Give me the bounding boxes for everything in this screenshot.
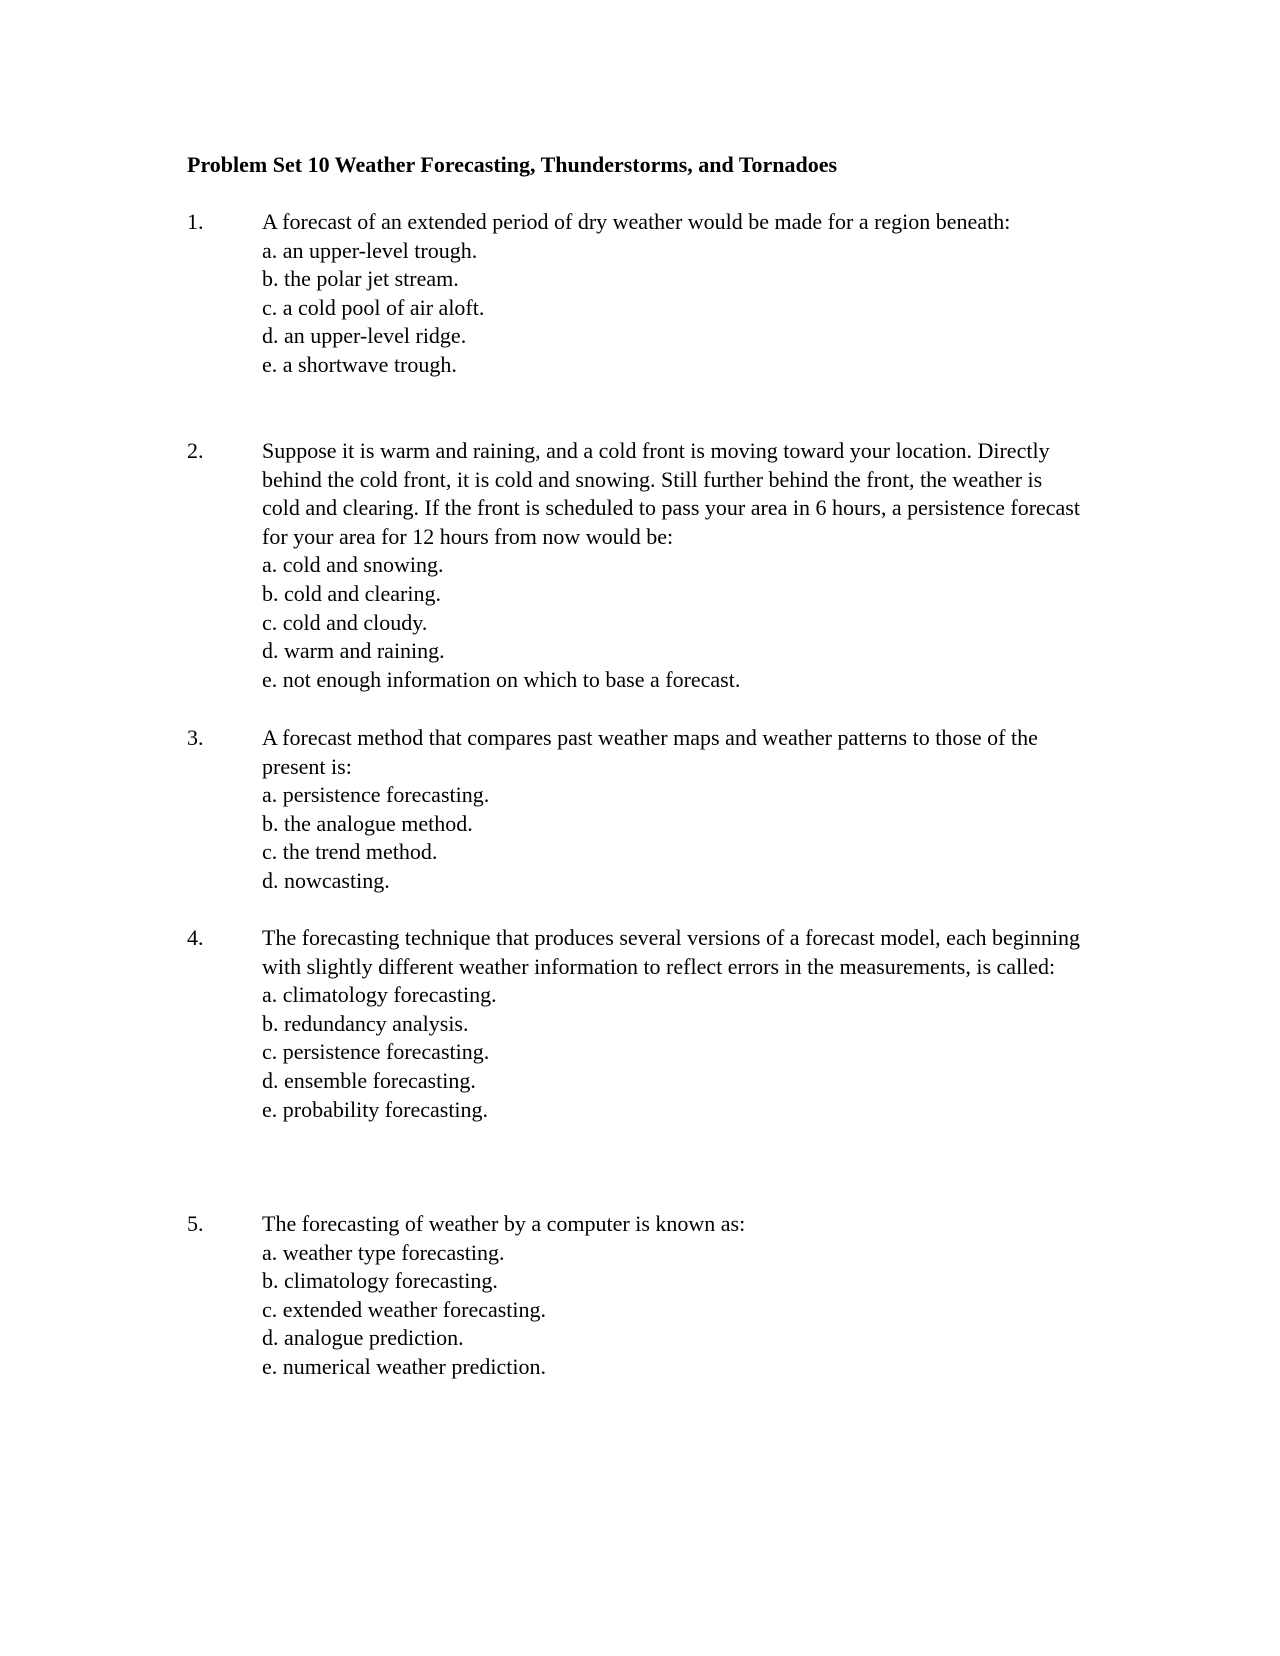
question-number: 1. (187, 209, 204, 234)
question-body (262, 208, 1082, 380)
answer-option-b: b. climatology forecasting. (262, 1268, 498, 1294)
question-2 (187, 437, 1087, 694)
page-title: Problem Set 10 Weather Forecasting, Thunderstorms, and Tornadoes (187, 152, 838, 177)
question-stem: A forecast of an extended period of dry weather would be made for a region beneath: (262, 209, 1011, 234)
answer-option-e: e. not enough information on which to base a forecast. (262, 666, 741, 692)
question-1 (187, 208, 1087, 380)
answer-option-a: a. cold and snowing. (262, 552, 444, 578)
question-number: 5. (187, 1211, 204, 1236)
question-stem: Suppose it is warm and raining, and a cold front is moving toward your location. Directly behind the cold front, it is cold and snowing. Still further behind the front, the weather is cold and clearing. If the front is scheduled to pass your area in 6 hours, a persistence forecast for your area for 12 hours from now would be: (262, 438, 1080, 549)
question-stem: The forecasting of weather by a computer is known as: (262, 1211, 746, 1236)
question-body (262, 924, 1082, 1124)
question-body (262, 437, 1082, 694)
answer-option-e: e. a shortwave trough. (262, 351, 457, 377)
answer-option-a: a. climatology forecasting. (262, 982, 497, 1008)
answer-option-d: d. warm and raining. (262, 638, 445, 664)
answer-option-a: a. persistence forecasting. (262, 782, 490, 808)
answer-option-a: a. an upper-level trough. (262, 237, 478, 263)
answer-option-a: a. weather type forecasting. (262, 1239, 505, 1265)
question-4 (187, 924, 1087, 1124)
answer-option-b: b. the polar jet stream. (262, 266, 459, 292)
answer-option-e: e. numerical weather prediction. (262, 1353, 547, 1379)
answer-option-b: b. cold and clearing. (262, 580, 441, 606)
answer-option-b: b. the analogue method. (262, 810, 473, 836)
question-body (262, 724, 1082, 896)
question-number: 2. (187, 438, 204, 463)
answer-option-c: c. a cold pool of air aloft. (262, 294, 485, 320)
answer-option-d: d. ensemble forecasting. (262, 1067, 476, 1093)
answer-option-e: e. probability forecasting. (262, 1096, 489, 1122)
answer-option-c: c. persistence forecasting. (262, 1039, 490, 1065)
question-5 (187, 1210, 1087, 1382)
question-number: 4. (187, 925, 204, 950)
answer-option-d: d. nowcasting. (262, 867, 390, 893)
answer-option-b: b. redundancy analysis. (262, 1010, 469, 1036)
answer-option-c: c. the trend method. (262, 839, 438, 865)
question-body (262, 1210, 1082, 1382)
answer-option-d: d. analogue prediction. (262, 1325, 464, 1351)
question-stem: The forecasting technique that produces several versions of a forecast model, each beginning with slightly different weather information to reflect errors in the measurements, is called: (262, 925, 1080, 979)
answer-option-d: d. an upper-level ridge. (262, 323, 467, 349)
question-3 (187, 724, 1087, 896)
question-stem: A forecast method that compares past weather maps and weather patterns to those of the present is: (262, 725, 1038, 779)
answer-option-c: c. cold and cloudy. (262, 609, 428, 635)
answer-option-c: c. extended weather forecasting. (262, 1296, 547, 1322)
question-number: 3. (187, 725, 204, 750)
